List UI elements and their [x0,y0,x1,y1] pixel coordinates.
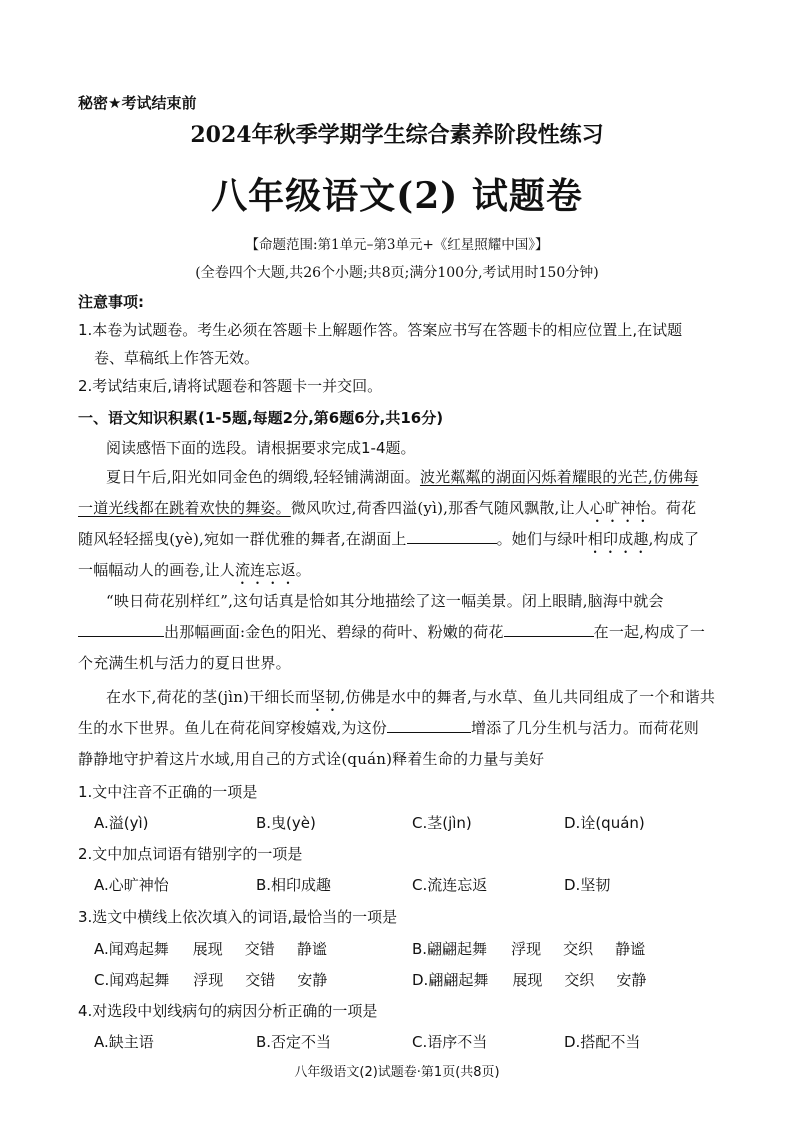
passage-text: 一幅幅动人的画卷,让人 [78,561,235,579]
option-term: 交错 [244,940,275,958]
option-term: 交织 [563,940,594,958]
passage-line-5: “映日荷花别样红”,这句话真是恰如其分地描绘了这一幅美景。闭上眼睛,脑海中就会 [106,592,664,610]
fill-blank-3 [504,624,594,637]
passage-line-7: 个充满生机与活力的夏日世界。 [78,654,291,672]
dotted-word-3: 流连忘返 [234,561,296,579]
passage-text: 。荷花 [650,499,697,517]
reading-instruction: 阅读感悟下面的选段。请根据要求完成1-4题。 [106,439,416,457]
option-term: 静谧 [296,940,327,958]
option-term: B.翩翩起舞 [412,940,488,958]
notice-item-1-line-2: 卷、草稿纸上作答无效。 [94,349,260,367]
question-4-option-b[interactable]: B.否定不当 [256,1033,332,1051]
option-term: 展现 [192,940,223,958]
notice-heading: 注意事项: [78,293,144,311]
question-4-option-c[interactable]: C.语序不当 [412,1033,488,1051]
option-term: 浮现 [511,940,542,958]
passage-text: 微风吹过,荷香四溢(yì),那香气随风飘散,让人 [290,499,590,517]
passage-text: 。她们与绿叶 [496,530,588,548]
question-3-option-a[interactable] [94,938,327,959]
passage-text: 出那幅画面:金色的阳光、碧绿的荷叶、粉嫩的荷花 [164,623,504,641]
question-2-option-c[interactable]: C.流连忘返 [412,876,488,894]
passage-text: 生的水下世界。鱼儿在荷花间穿梭嬉戏,为这份 [78,719,387,737]
question-3-option-d[interactable] [412,969,646,990]
option-term: A.闻鸡起舞 [94,940,169,958]
dotted-word-1: 心旷神怡 [589,499,651,517]
notice-item-2: 2.考试结束后,请将试题卷和答题卡一并交回。 [78,377,383,395]
option-term: 展现 [512,971,543,989]
page-footer: 八年级语文(2)试题卷·第1页(共8页) [294,1065,500,1080]
question-1-stem: 1.文中注音不正确的一项是 [78,783,258,801]
question-4-option-d[interactable]: D.搭配不当 [564,1033,641,1051]
option-term: 静谧 [615,940,646,958]
question-3-option-b[interactable] [412,938,645,959]
passage-text: 在一起,构成了一 [593,623,706,641]
option-term: 交错 [245,971,276,989]
dotted-word-4: 坚韧 [309,688,341,706]
confidential-label: 秘密★考试结束前 [78,94,197,112]
underlined-sentence-part-1: 波光粼粼的湖面闪烁着耀眼的光芒,仿佛每 [419,468,699,486]
option-term: 浮现 [193,971,224,989]
passage-line-8 [106,686,715,715]
question-2-option-a[interactable]: A.心旷神怡 [94,876,169,894]
exam-title: 2024年秋季学期学生综合素养阶段性练习 [190,122,604,148]
passage-text: 增添了几分生机与活力。而荷花则 [470,719,699,737]
passage-line-10: 静静地守护着这片水域,用自己的方式诠(quán)释着生命的力量与美好 [78,750,545,768]
section-1-heading: 一、语文知识积累(1-5题,每题2分,第6题6分,共16分) [78,409,444,427]
passage-line-3 [78,528,699,557]
question-2-option-b[interactable]: B.相印成趣 [256,876,332,894]
question-4-option-a[interactable]: A.缺主语 [94,1033,154,1051]
question-4-stem: 4.对选段中划线病句的病因分析正确的一项是 [78,1002,378,1020]
option-term: 交织 [564,971,595,989]
question-2-stem: 2.文中加点词语有错别字的一项是 [78,845,303,863]
passage-text: 随风轻轻摇曳(yè),宛如一群优雅的舞者,在湖面上 [78,530,407,548]
question-3-option-c[interactable] [94,969,327,990]
passage-line-1 [106,466,699,487]
passage-line-2 [78,497,696,526]
exam-scope: 【命题范围:第1单元–第3单元+《红星照耀中国》】 [245,237,549,253]
paper-title: 八年级语文(2) 试题卷 [211,175,583,217]
option-term: 安静 [616,971,647,989]
passage-line-6 [78,621,705,642]
question-3-stem: 3.选文中横线上依次填入的词语,最恰当的一项是 [78,908,398,926]
fill-blank-2 [78,624,164,637]
dotted-word-2: 相印成趣 [587,530,649,548]
passage-text: 在水下,荷花的茎(jìn)干细长而 [106,688,310,706]
fill-blank-4 [387,720,471,733]
option-term: D.翩翩起舞 [412,971,489,989]
question-1-option-d[interactable]: D.诠(quán) [564,814,645,832]
option-term: 安静 [297,971,328,989]
passage-text: ,仿佛是水中的舞者,与水草、鱼儿共同组成了一个和谐共 [340,688,716,706]
underlined-sentence-part-2: 一道光线都在跳着欢快的舞姿。 [78,499,291,517]
fill-blank-1 [407,531,497,544]
question-1-option-b[interactable]: B.曳(yè) [256,814,316,832]
question-1-option-a[interactable]: A.溢(yì) [94,814,149,832]
passage-text: 夏日午后,阳光如同金色的绸缎,轻轻铺满湖面。 [106,468,420,486]
question-1-option-c[interactable]: C.茎(jìn) [412,814,472,832]
notice-item-1-line-1: 1.本卷为试题卷。考生必须在答题卡上解题作答。答案应书写在答题卡的相应位置上,在试题 [78,321,683,339]
exam-info: (全卷四个大题,共26个小题;共8页;满分100分,考试用时150分钟) [195,265,599,281]
passage-text: ,构成了 [648,530,700,548]
passage-line-4 [78,559,311,588]
passage-line-9 [78,717,699,738]
question-2-option-d[interactable]: D.坚韧 [564,876,611,894]
option-term: C.闻鸡起舞 [94,971,170,989]
passage-text: 。 [295,561,311,579]
